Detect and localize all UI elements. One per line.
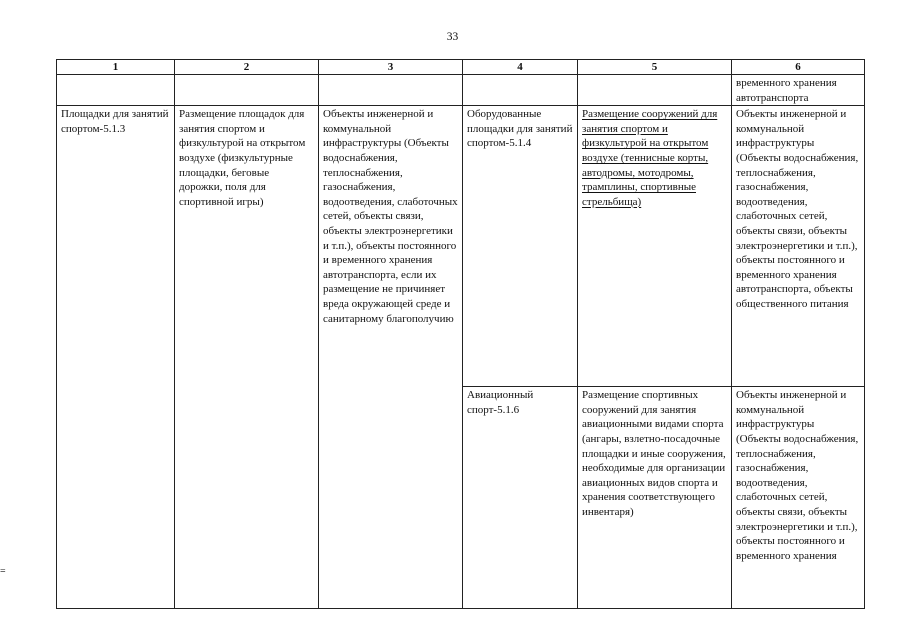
land-use-table [56,59,865,609]
column-number-header: 4 [463,60,578,75]
table-cell-empty [57,75,175,106]
conditional-auxiliary-uses-cell: Объекты инженерной и коммунальной инфраструктуры (Объекты водоснабжения, теплоснабжения, газоснабжения, водоотведения, слаботочных сетей, объекты связи, объекты электроэнергетики и т.п.), объекты постоянного и временного хранения [732,387,865,609]
main-use-description-cell: Размещение площадок для занятия спортом и физкультурой на открытом воздухе (физкультурные площадки, беговые дорожки, поля для спортивной игры) [175,106,319,609]
table-row [57,106,865,387]
conditional-auxiliary-uses-cell: Объекты инженерной и коммунальной инфраструктуры (Объекты водоснабжения, теплоснабжения, газоснабжения, водоотведения, слаботочных сетей, объекты связи, объекты электроэнергетики и т.п.), объекты постоянного и временного хранения автотранспорта, объекты общественного питания [732,106,865,387]
page-number: 33 [446,31,459,43]
page-edge-mark: = [0,566,6,577]
conditional-use-code-cell: Оборудованные площадки для занятий спортом-5.1.4 [463,106,578,387]
continuation-auxiliary-uses-cell: временного хранения автотранспорта [732,75,865,106]
column-number-header: 5 [578,60,732,75]
conditional-use-code-cell: Авиационный спорт-5.1.6 [463,387,578,609]
table-cell-empty [463,75,578,106]
conditional-use-description-cell: Размещение спортивных сооружений для занятия авиационными видами спорта (ангары, взлетно-посадочные площадки и иные сооружения, необходимые для организации авиационных видов спорта и хранения соответствующего инвентаря) [578,387,732,609]
column-number-row [57,60,865,75]
conditional-use-description-cell: Размещение сооружений для занятия спортом и физкультурой на открытом воздухе (теннисные корты, автодромы, мотодромы, трамплины, спортивные стрельбища) [578,106,732,387]
continuation-row [57,75,865,106]
column-number-header: 3 [319,60,463,75]
table-cell-empty [578,75,732,106]
table-cell-empty [319,75,463,106]
column-number-header: 6 [732,60,865,75]
table-cell-empty [175,75,319,106]
auxiliary-uses-cell: Объекты инженерной и коммунальной инфраструктуры (Объекты водоснабжения, теплоснабжения, газоснабжения, водоотведения, слаботочных сетей, объекты связи, объекты электроэнергетики и т.п.), объекты постоянного и временного хранения автотранспорта, если их размещение не причиняет вреда окружающей среде и санитарному благополучию [319,106,463,609]
column-number-header: 2 [175,60,319,75]
column-number-header: 1 [57,60,175,75]
main-use-code-cell: Площадки для занятий спортом-5.1.3 [57,106,175,609]
